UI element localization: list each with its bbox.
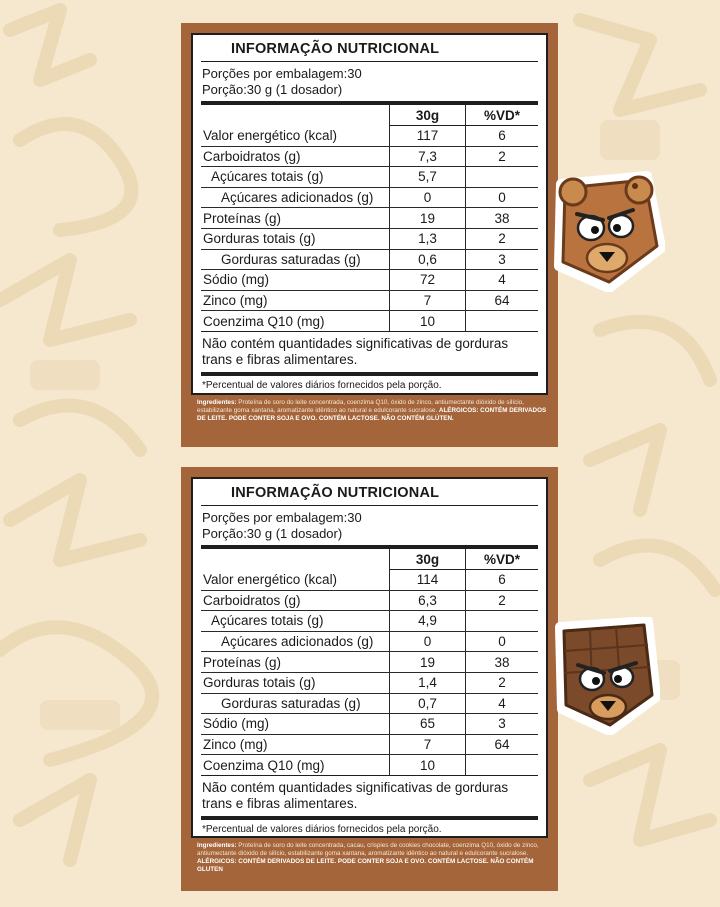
trans-fat-note: Não contém quantidades significativas de gorduras trans e fibras alimentares. bbox=[202, 779, 509, 811]
col-amount: 30g bbox=[390, 549, 466, 570]
ingredients-list: Proteína de soro do leite concentrada, cacau, crispies de cookies chocolate, coenzima Q10, óxido de zinco, antiumectante dióxido de silício, estabilizante goma xantana, aromatizante idêntico ao natural e edulcorante sucralose. bbox=[197, 842, 539, 857]
nutrient-dv: 0 bbox=[466, 187, 539, 208]
nutrient-dv: 4 bbox=[466, 270, 539, 291]
nutrient-name: Açúcares totais (g) bbox=[201, 611, 390, 632]
nutrient-dv: 4 bbox=[466, 693, 539, 714]
bear-chocolate-mascot-icon bbox=[552, 617, 660, 735]
nutrient-value: 5,7 bbox=[390, 167, 466, 188]
nutrient-value: 114 bbox=[390, 570, 466, 591]
nutrient-name: Valor energético (kcal) bbox=[201, 126, 390, 147]
nutrient-value: 4,9 bbox=[390, 611, 466, 632]
nutrient-dv: 2 bbox=[466, 228, 539, 249]
nutrition-card-1 bbox=[181, 23, 558, 447]
nutrition-panel bbox=[191, 33, 548, 395]
col-amount: 30g bbox=[390, 105, 466, 126]
nutrient-value: 0 bbox=[390, 187, 466, 208]
table-row bbox=[201, 611, 538, 632]
table-row bbox=[201, 570, 538, 591]
footnote: *Percentual de valores diários fornecidos pela porção. bbox=[202, 379, 442, 391]
nutrient-name: Zinco (mg) bbox=[201, 734, 390, 755]
nutrient-name: Coenzima Q10 (mg) bbox=[203, 757, 325, 773]
nutrient-value: 0,7 bbox=[390, 693, 466, 714]
table-header bbox=[201, 549, 538, 570]
nutrient-value: 72 bbox=[390, 270, 466, 291]
nutrient-dv: 64 bbox=[466, 290, 539, 311]
table-row bbox=[201, 652, 538, 673]
table-header bbox=[201, 105, 538, 126]
nutrient-name: Proteínas (g) bbox=[201, 652, 390, 673]
nutrient-value: 19 bbox=[390, 208, 466, 229]
col-dv: %VD* bbox=[466, 105, 539, 126]
allergens-warning: ALÉRGICOS: CONTÉM DERIVADOS DE LEITE. PODE CONTER SOJA E OVO. CONTÉM LACTOSE. NÃO CONTÉM GLUTEN bbox=[197, 858, 534, 873]
table-row bbox=[201, 187, 538, 208]
nutrient-value: 7 bbox=[390, 290, 466, 311]
col-dv: %VD* bbox=[466, 549, 539, 570]
nutrient-name: Valor energético (kcal) bbox=[201, 570, 390, 591]
nutrient-name: Gorduras saturadas (g) bbox=[201, 693, 390, 714]
trans-fat-note: Não contém quantidades significativas de gorduras trans e fibras alimentares. bbox=[202, 335, 509, 367]
nutrient-dv: 3 bbox=[466, 714, 539, 735]
footnote: *Percentual de valores diários fornecidos pela porção. bbox=[202, 823, 442, 835]
nutrient-dv: 2 bbox=[466, 146, 539, 167]
nutrient-name: Gorduras totais (g) bbox=[201, 228, 390, 249]
nutrient-dv: 64 bbox=[466, 734, 539, 755]
nutrient-name: Açúcares adicionados (g) bbox=[201, 631, 390, 652]
nutrient-name: Proteínas (g) bbox=[201, 208, 390, 229]
table-row bbox=[201, 208, 538, 229]
nutrition-card-2 bbox=[181, 467, 558, 891]
nutrient-dv: 38 bbox=[466, 208, 539, 229]
nutrient-name: Carboidratos (g) bbox=[201, 590, 390, 611]
table-row bbox=[201, 755, 538, 775]
ingredients-label: Ingredientes: bbox=[197, 399, 237, 406]
serving-size: Porção:30 g (1 dosador) bbox=[202, 82, 343, 97]
nutrient-dv bbox=[466, 611, 539, 632]
nutrient-value: 0 bbox=[390, 631, 466, 652]
table-row bbox=[201, 270, 538, 291]
nutrient-value: 65 bbox=[390, 714, 466, 735]
table-row bbox=[201, 146, 538, 167]
table-row bbox=[201, 167, 538, 188]
table-row bbox=[201, 672, 538, 693]
nutrient-name: Coenzima Q10 (mg) bbox=[203, 313, 325, 329]
ingredients-list: Proteína de soro do leite concentrada, coenzima Q10, óxido de zinco, antiumectante dióxido de silício, estabilizante goma xantana, aromatizante idêntico ao natural e edulcorante sucralose. bbox=[197, 399, 524, 414]
nutrient-dv: 6 bbox=[466, 126, 539, 147]
table-row bbox=[201, 249, 538, 270]
table-row bbox=[201, 734, 538, 755]
nutrient-dv: 2 bbox=[466, 672, 539, 693]
nutrition-panel bbox=[191, 477, 548, 838]
servings-per-package: Porções por embalagem:30 bbox=[202, 66, 362, 81]
table-row bbox=[201, 290, 538, 311]
ingredients-text bbox=[197, 842, 547, 874]
servings-info bbox=[193, 62, 546, 101]
nutrition-table bbox=[201, 105, 538, 331]
ingredients-label: Ingredientes: bbox=[197, 842, 237, 849]
nutrient-dv: 3 bbox=[466, 249, 539, 270]
nutrient-dv: 2 bbox=[466, 590, 539, 611]
nutrient-value: 1,3 bbox=[390, 228, 466, 249]
nutrient-dv bbox=[466, 755, 539, 775]
nutrient-value: 0,6 bbox=[390, 249, 466, 270]
nutrient-dv: 6 bbox=[466, 570, 539, 591]
nutrient-value: 117 bbox=[390, 126, 466, 147]
panel-title: INFORMAÇÃO NUTRICIONAL bbox=[231, 485, 440, 501]
nutrient-value: 19 bbox=[390, 652, 466, 673]
nutrient-name: Açúcares totais (g) bbox=[201, 167, 390, 188]
nutrient-name: Açúcares adicionados (g) bbox=[201, 187, 390, 208]
bear-cookie-mascot-icon bbox=[547, 170, 665, 292]
table-row bbox=[201, 311, 538, 331]
panel-title: INFORMAÇÃO NUTRICIONAL bbox=[231, 41, 440, 57]
nutrient-value: 7 bbox=[390, 734, 466, 755]
nutrient-dv: 38 bbox=[466, 652, 539, 673]
nutrient-dv: 0 bbox=[466, 631, 539, 652]
nutrient-name: Gorduras saturadas (g) bbox=[201, 249, 390, 270]
servings-per-package: Porções por embalagem:30 bbox=[202, 510, 362, 525]
table-row bbox=[201, 693, 538, 714]
table-row bbox=[201, 714, 538, 735]
table-row bbox=[201, 126, 538, 147]
ingredients-text bbox=[197, 399, 547, 423]
table-row bbox=[201, 631, 538, 652]
nutrient-name: Sódio (mg) bbox=[201, 270, 390, 291]
nutrition-table bbox=[201, 549, 538, 775]
serving-size: Porção:30 g (1 dosador) bbox=[202, 526, 343, 541]
nutrient-value: 6,3 bbox=[390, 590, 466, 611]
nutrient-value: 1,4 bbox=[390, 672, 466, 693]
nutrient-name: Gorduras totais (g) bbox=[201, 672, 390, 693]
table-row bbox=[201, 590, 538, 611]
nutrient-dv bbox=[466, 167, 539, 188]
nutrient-name: Sódio (mg) bbox=[201, 714, 390, 735]
nutrient-name: Zinco (mg) bbox=[201, 290, 390, 311]
nutrient-value: 7,3 bbox=[390, 146, 466, 167]
servings-info bbox=[193, 506, 546, 545]
nutrient-value: 10 bbox=[390, 755, 466, 775]
nutrient-value: 10 bbox=[390, 311, 466, 331]
nutrient-name: Carboidratos (g) bbox=[201, 146, 390, 167]
nutrient-dv bbox=[466, 311, 539, 331]
table-row bbox=[201, 228, 538, 249]
allergens-warning: ALÉRGICOS: CONTÉM DERIVADOS DE LEITE. PODE CONTER SOJA E OVO. CONTÉM LACTOSE. NÃO CONTÉM GLÚTEN. bbox=[197, 407, 547, 422]
